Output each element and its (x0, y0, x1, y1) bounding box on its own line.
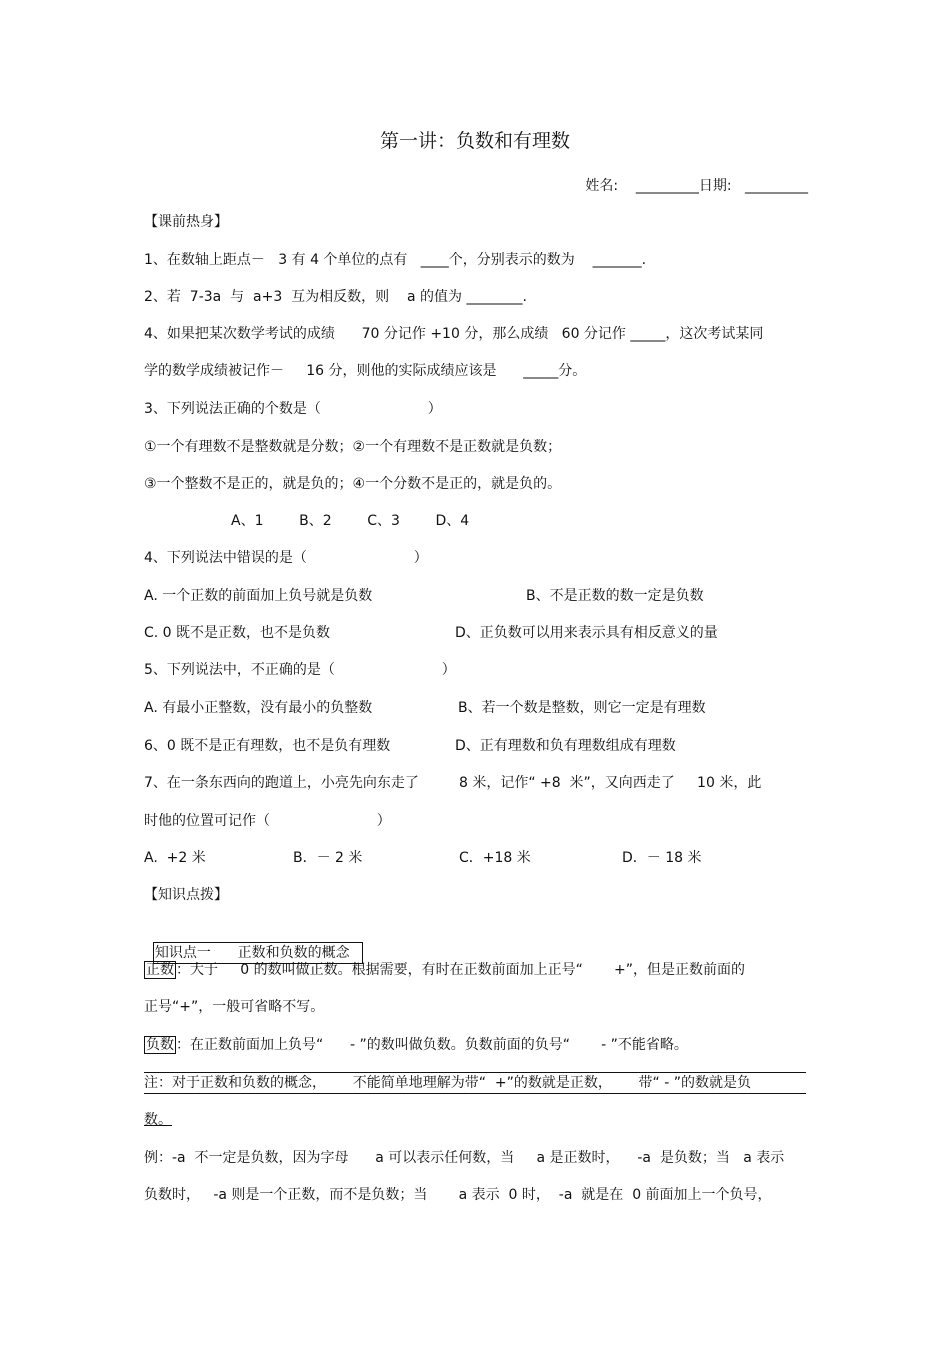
question-4b-option-d: D、正负数可以用来表示具有相反意义的量 (455, 625, 718, 641)
question-4b-option-a: A. 一个正数的前面加上负号就是负数 (144, 588, 373, 604)
question-7-option-c: C．+18 米 (459, 850, 531, 866)
note-line-2 (144, 1110, 172, 1130)
name-date-line: 姓名: _________日期: _________ (585, 178, 808, 194)
question-4b: 4、下列说法中错误的是（ ） (144, 550, 428, 566)
positive-text-1: ：大于 0 的数叫做正数。根据需要，有时在正数前面加上正号“ +”，但是正数前面的 (176, 962, 745, 978)
question-6-option-d: D、正有理数和负有理数组成有理数 (455, 738, 676, 754)
negative-label: 负数 (146, 1037, 174, 1053)
question-5-option-a: A. 有最小正整数，没有最小的负整数 (144, 700, 373, 716)
question-5: 5、下列说法中，不正确的是（ ） (144, 662, 456, 678)
example-line-2: 负数时， -a 则是一个正数，而不是负数；当 a 表示 0 时， -a 就是在 0 前面加上一个负号， (144, 1187, 772, 1203)
question-6-option-c: 6、0 既不是正有理数，也不是负有理数 (144, 738, 391, 754)
warmup-heading: 【课前热身】 (144, 214, 228, 230)
question-7-option-b: B．－ 2 米 (293, 850, 363, 866)
question-5-option-b: B、若一个数是整数，则它一定是有理数 (458, 700, 706, 716)
question-3-statement-1: ①一个有理数不是整数就是分数；②一个有理数不是正数就是负数； (144, 439, 562, 455)
question-7-option-d: D．－ 18 米 (622, 850, 702, 866)
question-7-line-2: 时他的位置可记作（ ） (144, 813, 391, 829)
positive-definition-line-1 (144, 960, 745, 980)
question-3-statement-2: ③一个整数不是正的，就是负的；④一个分数不是正的，就是负的。 (144, 476, 562, 492)
question-7-line-1: 7、在一条东西向的跑道上，小亮先向东走了 8 米，记作“ +8 米”，又向西走了 10 米，此 (144, 775, 762, 791)
note-line-1: 注：对于正数和负数的概念， 不能简单地理解为带“ +”的数就是正数， 带“ - ”的数就是负 (144, 1072, 806, 1094)
question-4b-option-c: C. 0 既不是正数，也不是负数 (144, 625, 331, 641)
knowledge-point-1-box (144, 922, 363, 964)
page-title: 第一讲：负数和有理数 (379, 130, 570, 152)
positive-label: 正数 (146, 962, 174, 978)
knowledge-point-1-title: 知识点一 正数和负数的概念 (153, 942, 363, 964)
question-4-line-2: 学的数学成绩被记作－ 16 分，则他的实际成绩应该是 _____分。 (144, 363, 587, 379)
question-4b-option-b: B、不是正数的数一定是负数 (526, 588, 704, 604)
example-line-1: 例：-a 不一定是负数，因为字母 a 可以表示任何数，当 a 是正数时， -a 是负数；当 a 表示 (144, 1150, 785, 1166)
question-3: 3、下列说法正确的个数是（ ） (144, 401, 442, 417)
positive-definition-line-2: 正号“+”，一般可省略不写。 (144, 999, 325, 1015)
question-2: 2、若 7-3a 与 a+3 互为相反数，则 a 的值为 ________. (144, 289, 527, 305)
note-line-2-text: 数。 (144, 1112, 172, 1128)
negative-definition (144, 1035, 688, 1055)
question-3-options: A、1 B、2 C、3 D、4 (231, 513, 470, 529)
knowledge-heading: 【知识点拨】 (144, 887, 228, 903)
negative-text: ：在正数前面加上负号“ - ”的数叫做负数。负数前面的负号“ - ”不能省略。 (176, 1037, 688, 1053)
question-1: 1、在数轴上距点－ 3 有 4 个单位的点有 ____个，分别表示的数为 _______. (144, 252, 647, 268)
question-7-option-a: A. +2 米 (144, 850, 206, 866)
question-4-line-1: 4、如果把某次数学考试的成绩 70 分记作 +10 分，那么成绩 60 分记作 _____，这次考试某同 (144, 326, 764, 342)
